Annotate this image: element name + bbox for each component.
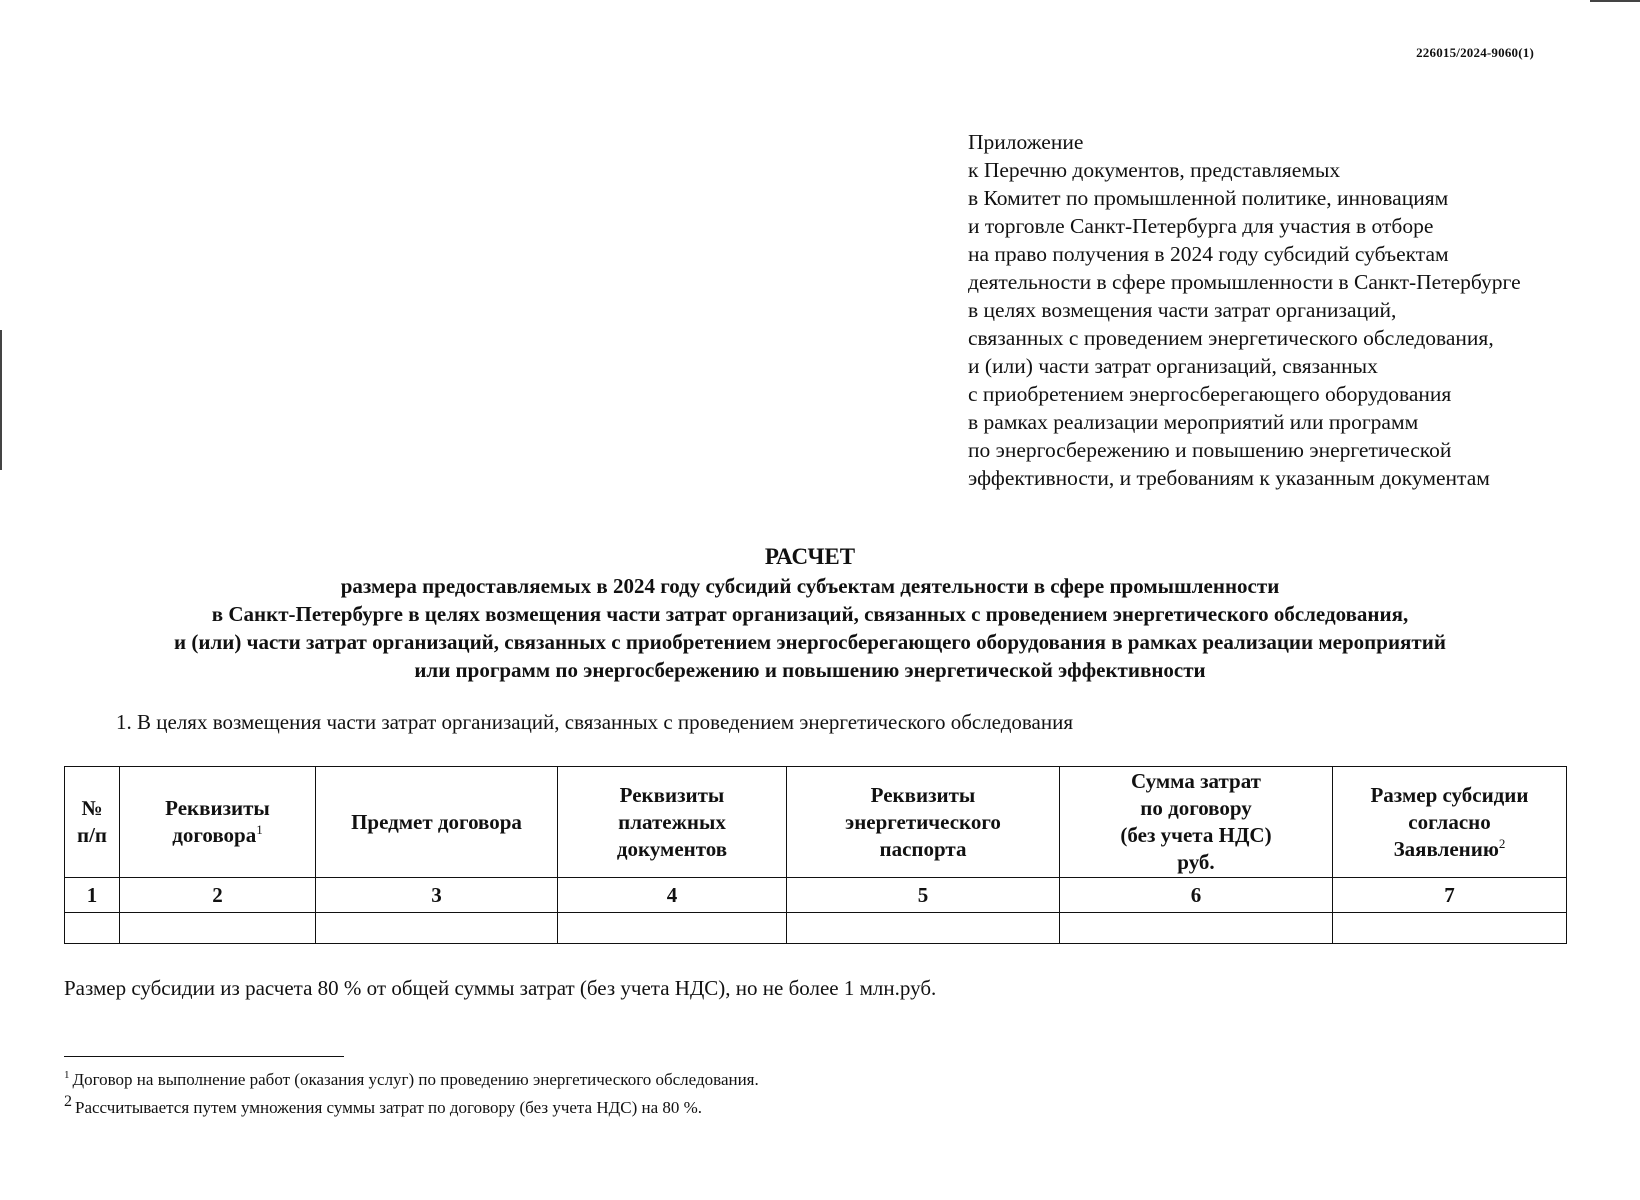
subtitle-line: размера предоставляемых в 2024 году субсидий субъектам деятельности в сфере промышленности [340,574,1280,598]
appendix-line: в рамках реализации мероприятий или программ [968,410,1419,434]
empty-cell [65,913,120,944]
appendix-line: к Перечню документов, представляемых [968,158,1341,182]
document-number: 226015/2024-9060(1) [1416,45,1534,60]
header-cell-payment-documents: Реквизиты платежных документов [558,767,787,878]
column-number-cell: 1 [65,878,120,913]
appendix-line: в Комитет по промышленной политике, инновациям [968,186,1449,210]
document-subtitle [60,572,1560,684]
appendix-line: деятельности в сфере промышленности в Санкт-Петербурге [968,270,1521,294]
appendix-line: на право получения в 2024 году субсидий субъектам [968,242,1449,266]
footnote-ref: 1 [256,822,263,837]
appendix-line: и (или) части затрат организаций, связанных [968,354,1378,378]
empty-cell [120,913,316,944]
empty-cell [787,913,1060,944]
footnote: $^1$ Договор на выполнение работ (оказания услуг) по проведению энергетического обследования. [64,1069,759,1089]
header-cell-energy-passport: Реквизиты энергетического паспорта [787,767,1060,878]
appendix-line: Приложение [968,130,1084,154]
document-heading [60,542,1560,684]
table-row [65,913,1567,944]
empty-cell [558,913,787,944]
subsidy-note: Размер субсидии из расчета 80 % от общей суммы затрат (без учета НДС), но не более 1 млн.руб. [64,976,937,1000]
column-number-cell: 2 [120,878,316,913]
header-cell-subsidy-amount: Размер субсидии согласно Заявлению$^2$ [1333,767,1567,878]
appendix-line: в целях возмещения части затрат организаций, [968,298,1397,322]
footnote-divider [64,1056,344,1057]
scan-edge-mark [0,330,2,470]
subtitle-line: или программ по энергосбережению и повышению энергетической эффективности [414,658,1206,682]
appendix-line: эффективности, и требованиям к указанным документам [968,466,1490,490]
table-header-row [65,767,1567,878]
column-number-cell: 7 [1333,878,1567,913]
calculation-table [64,766,1567,944]
empty-cell [1333,913,1567,944]
appendix-line: связанных с проведением энергетического обследования, [968,326,1494,350]
header-cell-number: № п/п [65,767,120,878]
column-number-cell: 3 [316,878,558,913]
empty-cell [1060,913,1333,944]
footnotes [64,1066,759,1122]
footnote-mark: 1 [64,1069,70,1082]
header-cell-contract-subject: Предмет договора [316,767,558,878]
column-number-cell: 4 [558,878,787,913]
appendix-line: по энергосбережению и повышению энергетической [968,438,1452,462]
empty-cell [316,913,558,944]
section-title: 1. В целях возмещения части затрат организаций, связанных с проведением энергетического обследования [116,710,1073,734]
document-title: РАСЧЕТ [764,544,856,569]
footnote: 2 Рассчитывается путем умножения суммы затрат по договору (без учета НДС) на 80 %. [64,1093,703,1117]
header-cell-contract-details: Реквизиты договора$^1$ [120,767,316,878]
appendix-line: с приобретением энергосберегающего оборудования [968,382,1452,406]
column-number-cell: 6 [1060,878,1333,913]
scan-edge-mark [1590,0,1640,2]
table-number-row [65,878,1567,913]
footnote-ref: 2 [1498,835,1506,851]
appendix-block [968,128,1618,492]
subtitle-line: и (или) части затрат организаций, связанных с приобретением энергосберегающего оборудования в рамках реализации мероприятий [174,630,1446,654]
footnote-mark: 2 [64,1093,72,1111]
column-number-cell: 5 [787,878,1060,913]
header-cell-cost-amount: Сумма затрат по договору (без учета НДС) руб. [1060,767,1333,878]
subtitle-line: в Санкт-Петербурге в целях возмещения части затрат организаций, связанных с проведением энергетического обследования, [211,602,1409,626]
appendix-line: и торговле Санкт-Петербурга для участия в отборе [968,214,1434,238]
